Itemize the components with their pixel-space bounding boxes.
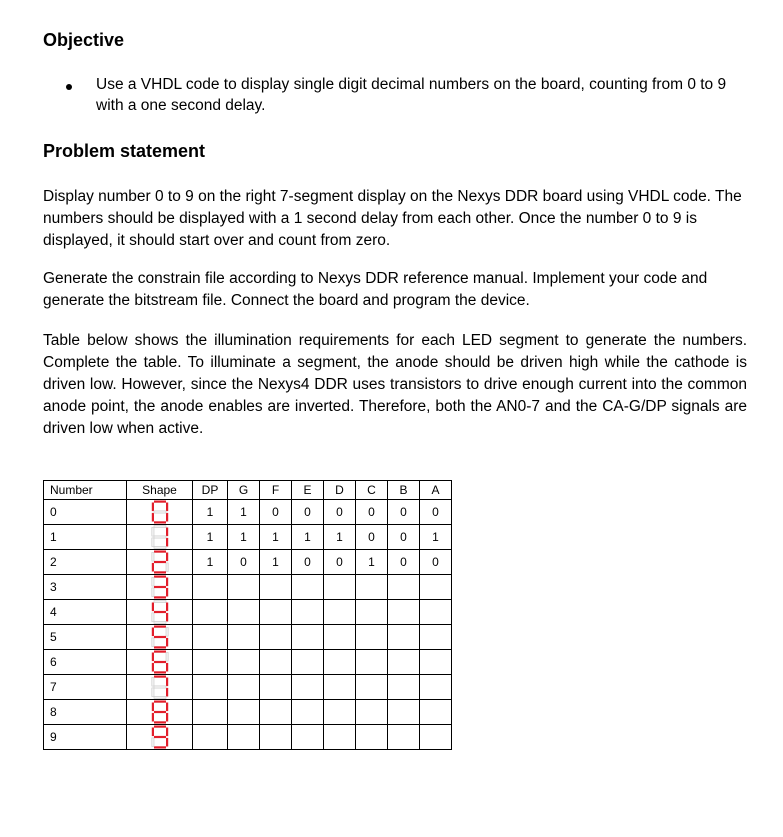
cell-e: 0: [292, 500, 324, 525]
cell-f: 0: [260, 500, 292, 525]
segment-c: [166, 713, 168, 722]
segment-g: [154, 511, 166, 513]
header-e: E: [292, 481, 324, 500]
segment-g: [154, 686, 166, 688]
segment-d: [154, 746, 166, 748]
cell-g: [228, 675, 260, 700]
segment-d: [154, 571, 166, 573]
segment-d: [154, 596, 166, 598]
segment-d: [154, 671, 166, 673]
cell-f: [260, 700, 292, 725]
segment-b: [166, 703, 168, 712]
header-c: C: [356, 481, 388, 500]
cell-b: [388, 700, 420, 725]
cell-e: [292, 600, 324, 625]
table-row: [44, 500, 452, 525]
cell-b: 0: [388, 500, 420, 525]
cell-c: 1: [356, 550, 388, 575]
segment-b: [166, 503, 168, 512]
segment-b: [166, 603, 168, 612]
row-number-cell: 5: [44, 625, 127, 650]
cell-d: [324, 675, 356, 700]
header-a: A: [420, 481, 452, 500]
segment-b: [166, 653, 168, 662]
segment-a: [154, 626, 166, 628]
cell-f: [260, 650, 292, 675]
table-row: [44, 550, 452, 575]
segment-e: [151, 613, 153, 622]
table-row: [44, 700, 452, 725]
problem-paragraph-1: Display number 0 to 9 on the right 7-segment display on the Nexys DDR board using VHDL code. The numbers should be displayed with a 1 second delay from each other. Once the number 0 to 9 is displayed, it should start over and count from zero.: [43, 188, 742, 249]
problem-statement-heading: Problem statement: [43, 141, 206, 161]
cell-a: [420, 625, 452, 650]
row-number-cell: 2: [44, 550, 127, 575]
cell-b: 0: [388, 525, 420, 550]
header-b: B: [388, 481, 420, 500]
cell-e: [292, 675, 324, 700]
table-header-row: [44, 481, 452, 500]
segment-f: [151, 678, 153, 687]
segment-d: [154, 696, 166, 698]
segment-e: [151, 588, 153, 597]
cell-b: [388, 725, 420, 750]
segment-d: [154, 546, 166, 548]
seven-segment-digit-icon: [151, 525, 169, 549]
cell-a: [420, 575, 452, 600]
cell-dp: 1: [193, 525, 228, 550]
seven-segment-digit-icon: [151, 550, 169, 574]
cell-dp: 1: [193, 500, 228, 525]
cell-dp: [193, 575, 228, 600]
header-d: D: [324, 481, 356, 500]
table-row: [44, 650, 452, 675]
cell-g: 1: [228, 500, 260, 525]
segment-a: [154, 651, 166, 653]
row-number-cell: 0: [44, 500, 127, 525]
cell-c: [356, 600, 388, 625]
cell-d: [324, 625, 356, 650]
row-shape-cell: [127, 575, 193, 600]
segment-b: [166, 578, 168, 587]
segment-c: [166, 538, 168, 547]
segment-c: [166, 638, 168, 647]
row-shape-cell: [127, 600, 193, 625]
segment-a: [154, 701, 166, 703]
segment-b: [166, 553, 168, 562]
segment-g: [154, 536, 166, 538]
segment-c: [166, 588, 168, 597]
row-shape-cell: [127, 500, 193, 525]
segment-c: [166, 738, 168, 747]
segment-f: [151, 528, 153, 537]
segment-f: [151, 578, 153, 587]
cell-f: [260, 575, 292, 600]
segment-d: [154, 721, 166, 723]
seven-segment-digit-icon: [151, 675, 169, 699]
cell-g: [228, 575, 260, 600]
segment-a: [154, 726, 166, 728]
segment-e: [151, 538, 153, 547]
row-number-cell: 6: [44, 650, 127, 675]
cell-c: 0: [356, 525, 388, 550]
segment-g: [154, 636, 166, 638]
cell-dp: [193, 675, 228, 700]
segment-g: [154, 561, 166, 563]
segment-a: [154, 601, 166, 603]
cell-a: 0: [420, 500, 452, 525]
segment-truth-table: [43, 480, 452, 750]
row-number-cell: 1: [44, 525, 127, 550]
cell-f: [260, 725, 292, 750]
seven-segment-digit-icon: [151, 500, 169, 524]
segment-e: [151, 663, 153, 672]
segment-e: [151, 738, 153, 747]
cell-dp: 1: [193, 550, 228, 575]
seven-segment-digit-icon: [151, 575, 169, 599]
cell-dp: [193, 725, 228, 750]
problem-paragraph-2: Generate the constrain file according to Nexys DDR reference manual. Implement your code and generate the bitstream file. Connect the board and program the device.: [43, 270, 708, 309]
cell-e: 0: [292, 550, 324, 575]
cell-b: [388, 650, 420, 675]
problem-paragraph-3: Table below shows the illumination requirements for each LED segment to generate the numbers. Complete the table. To illuminate a segment, the anode should be driven high while the cathode is driven low. However, since the Nexys4 DDR uses transistors to drive enough current into the common anode point, the anode enables are inverted. Therefore, both the AN0-7 and the CA-G/DP signals are driven low when active.: [43, 332, 747, 437]
cell-g: [228, 700, 260, 725]
cell-f: 1: [260, 525, 292, 550]
objective-bullet-text: Use a VHDL code to display single digit decimal numbers on the board, counting from 0 to 9 with a one second delay.: [96, 76, 727, 114]
segment-c: [166, 513, 168, 522]
header-g: G: [228, 481, 260, 500]
row-shape-cell: [127, 675, 193, 700]
cell-c: [356, 575, 388, 600]
segment-b: [166, 728, 168, 737]
bullet-icon: [66, 84, 72, 90]
seven-segment-digit-icon: [151, 600, 169, 624]
cell-c: 0: [356, 500, 388, 525]
cell-dp: [193, 650, 228, 675]
segment-g: [154, 611, 166, 613]
cell-f: [260, 600, 292, 625]
row-shape-cell: [127, 650, 193, 675]
cell-g: [228, 625, 260, 650]
cell-c: [356, 700, 388, 725]
table-row: [44, 525, 452, 550]
row-number-cell: 9: [44, 725, 127, 750]
segment-c: [166, 563, 168, 572]
segment-c: [166, 688, 168, 697]
cell-f: 1: [260, 550, 292, 575]
seven-segment-digit-icon: [151, 725, 169, 749]
cell-d: [324, 725, 356, 750]
cell-e: [292, 700, 324, 725]
cell-c: [356, 675, 388, 700]
header-shape: Shape: [127, 481, 193, 500]
segment-a: [154, 676, 166, 678]
cell-b: [388, 625, 420, 650]
table-row: [44, 575, 452, 600]
cell-g: 1: [228, 525, 260, 550]
row-number-cell: 7: [44, 675, 127, 700]
cell-g: [228, 650, 260, 675]
segment-g: [154, 711, 166, 713]
row-shape-cell: [127, 725, 193, 750]
row-shape-cell: [127, 525, 193, 550]
cell-a: [420, 600, 452, 625]
segment-e: [151, 638, 153, 647]
segment-f: [151, 653, 153, 662]
cell-a: [420, 725, 452, 750]
table-row: [44, 600, 452, 625]
seven-segment-digit-icon: [151, 650, 169, 674]
segment-f: [151, 703, 153, 712]
cell-f: [260, 675, 292, 700]
cell-e: [292, 650, 324, 675]
segment-f: [151, 503, 153, 512]
segment-d: [154, 521, 166, 523]
segment-d: [154, 621, 166, 623]
cell-d: [324, 700, 356, 725]
cell-e: [292, 725, 324, 750]
cell-a: 0: [420, 550, 452, 575]
row-shape-cell: [127, 700, 193, 725]
cell-a: [420, 675, 452, 700]
cell-d: 1: [324, 525, 356, 550]
segment-f: [151, 728, 153, 737]
seven-segment-digit-icon: [151, 625, 169, 649]
table-body: [44, 500, 452, 750]
seven-segment-digit-icon: [151, 700, 169, 724]
segment-c: [166, 613, 168, 622]
cell-b: [388, 675, 420, 700]
cell-d: 0: [324, 550, 356, 575]
cell-a: 1: [420, 525, 452, 550]
segment-g: [154, 661, 166, 663]
row-shape-cell: [127, 625, 193, 650]
cell-d: 0: [324, 500, 356, 525]
cell-d: [324, 650, 356, 675]
cell-c: [356, 650, 388, 675]
objective-heading: Objective: [43, 30, 125, 50]
segment-e: [151, 713, 153, 722]
segment-b: [166, 528, 168, 537]
segment-f: [151, 553, 153, 562]
row-number-cell: 4: [44, 600, 127, 625]
cell-d: [324, 575, 356, 600]
cell-e: [292, 575, 324, 600]
cell-c: [356, 625, 388, 650]
table-row: [44, 675, 452, 700]
segment-a: [154, 501, 166, 503]
cell-g: [228, 725, 260, 750]
table-row: [44, 725, 452, 750]
segment-e: [151, 563, 153, 572]
row-shape-cell: [127, 550, 193, 575]
segment-a: [154, 576, 166, 578]
cell-b: 0: [388, 550, 420, 575]
cell-b: [388, 575, 420, 600]
segment-a: [154, 526, 166, 528]
segment-g: [154, 736, 166, 738]
cell-g: [228, 600, 260, 625]
table-row: [44, 625, 452, 650]
cell-g: 0: [228, 550, 260, 575]
segment-d: [154, 646, 166, 648]
segment-e: [151, 513, 153, 522]
cell-d: [324, 600, 356, 625]
cell-a: [420, 700, 452, 725]
header-number: Number: [44, 481, 127, 500]
cell-e: 1: [292, 525, 324, 550]
header-dp: DP: [193, 481, 228, 500]
header-f: F: [260, 481, 292, 500]
cell-a: [420, 650, 452, 675]
cell-dp: [193, 700, 228, 725]
cell-dp: [193, 625, 228, 650]
segment-f: [151, 628, 153, 637]
row-number-cell: 8: [44, 700, 127, 725]
row-number-cell: 3: [44, 575, 127, 600]
cell-c: [356, 725, 388, 750]
cell-b: [388, 600, 420, 625]
cell-dp: [193, 600, 228, 625]
cell-e: [292, 625, 324, 650]
segment-a: [154, 551, 166, 553]
segment-e: [151, 688, 153, 697]
segment-b: [166, 628, 168, 637]
segment-b: [166, 678, 168, 687]
segment-c: [166, 663, 168, 672]
segment-g: [154, 586, 166, 588]
segment-f: [151, 603, 153, 612]
cell-f: [260, 625, 292, 650]
